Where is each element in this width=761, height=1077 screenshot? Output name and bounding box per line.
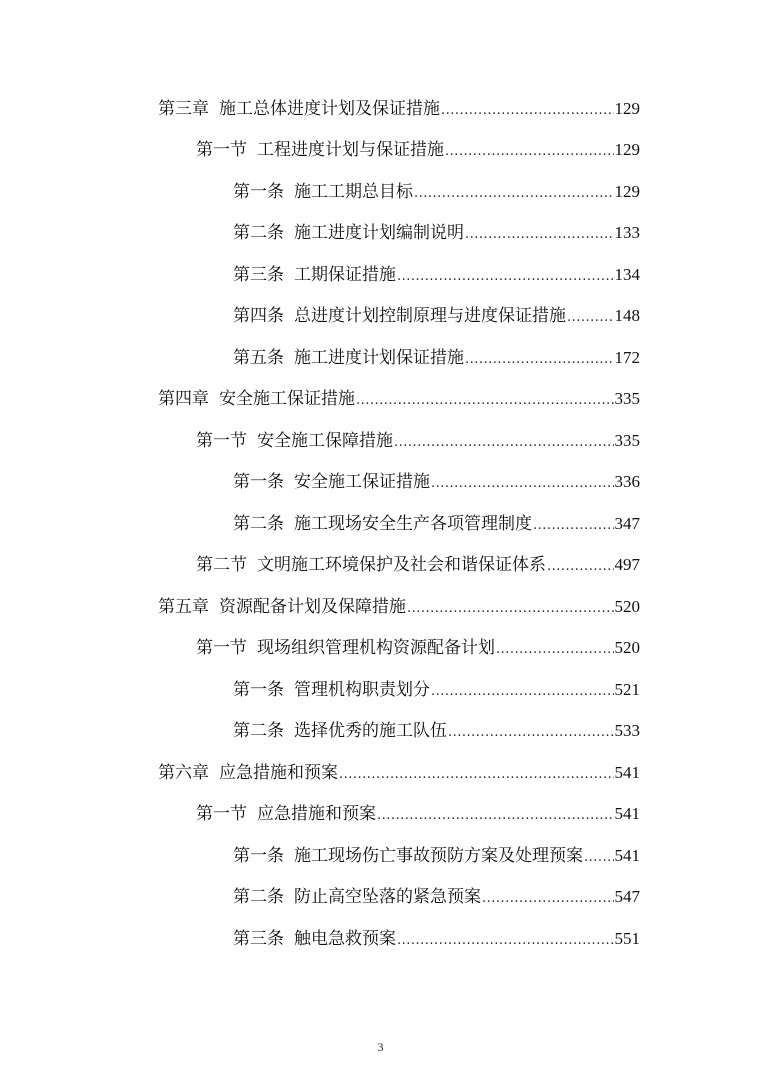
toc-dot-leader: [448, 720, 614, 742]
toc-entry-title: 管理机构职责划分: [294, 679, 430, 700]
toc-entry-number: 第二条: [233, 513, 284, 534]
toc-entry[interactable]: [0, 628, 640, 670]
toc-dot-leader: [339, 762, 614, 784]
toc-entry-page: 533: [614, 721, 640, 741]
toc-entry-page: 129: [614, 98, 640, 118]
toc-entry-page: 541: [614, 804, 640, 824]
toc-entry-title: 安全施工保证措施: [219, 389, 355, 410]
toc-entry[interactable]: [0, 130, 640, 172]
toc-entry-page: 520: [614, 638, 640, 658]
toc-entry-number: 第二条: [233, 223, 284, 244]
toc-entry-page: 129: [614, 181, 640, 201]
toc-dot-leader: [547, 554, 614, 576]
toc-entry-number: 第三条: [233, 264, 284, 285]
toc-entry-number: 第五章: [158, 596, 209, 617]
toc-entry-page: 497: [614, 555, 640, 575]
toc-dot-leader: [397, 928, 614, 950]
toc-entry-number: 第二节: [196, 555, 247, 576]
toc-entry-page: 172: [614, 347, 640, 367]
toc-entry-title: 施工工期总目标: [294, 181, 413, 202]
toc-entry-page: 129: [614, 140, 640, 160]
toc-entry-number: 第三条: [233, 928, 284, 949]
toc-entry[interactable]: [0, 586, 640, 628]
toc-entry-title: 文明施工环境保护及社会和谐保证体系: [257, 555, 546, 576]
toc-dot-leader: [533, 513, 614, 535]
toc-entry-number: 第四章: [158, 389, 209, 410]
toc-entry-title: 现场组织管理机构资源配备计划: [257, 638, 495, 659]
toc-entry-page: 133: [614, 223, 640, 243]
toc-entry-page: 336: [614, 472, 640, 492]
toc-entry[interactable]: [0, 88, 640, 130]
toc-entry[interactable]: [0, 835, 640, 877]
toc-entry[interactable]: [0, 669, 640, 711]
toc-entry-number: 第六章: [158, 762, 209, 783]
toc-entry-number: 第二条: [233, 887, 284, 908]
toc-dot-leader: [407, 596, 614, 618]
toc-dot-leader: [377, 803, 614, 825]
toc-dot-leader: [465, 222, 614, 244]
toc-entry-title: 施工进度计划编制说明: [294, 223, 464, 244]
toc-entry[interactable]: [0, 420, 640, 462]
toc-dot-leader: [584, 845, 614, 867]
toc-entry-title: 施工总体进度计划及保证措施: [219, 98, 440, 119]
toc-entry-page: 134: [614, 264, 640, 284]
table-of-contents: [0, 88, 761, 960]
toc-entry-page: 347: [614, 513, 640, 533]
toc-entry-title: 防止高空坠落的紧急预案: [294, 887, 481, 908]
toc-entry-number: 第三章: [158, 98, 209, 119]
toc-entry-number: 第一条: [233, 472, 284, 493]
toc-entry-page: 541: [614, 845, 640, 865]
toc-dot-leader: [431, 471, 614, 493]
toc-entry-number: 第一条: [233, 845, 284, 866]
toc-entry[interactable]: [0, 503, 640, 545]
toc-entry-number: 第一节: [196, 804, 247, 825]
toc-entry-title: 工期保证措施: [294, 264, 396, 285]
toc-entry-number: 第一节: [196, 638, 247, 659]
toc-entry-title: 触电急救预案: [294, 928, 396, 949]
page-number: 3: [377, 1040, 384, 1054]
toc-entry[interactable]: [0, 296, 640, 338]
toc-entry-page: 547: [614, 887, 640, 907]
toc-entry-page: 335: [614, 430, 640, 450]
toc-entry[interactable]: [0, 711, 640, 753]
toc-entry-page: 521: [614, 679, 640, 699]
toc-entry[interactable]: [0, 794, 640, 836]
toc-entry-title: 施工进度计划保证措施: [294, 347, 464, 368]
toc-entry-page: 148: [614, 306, 640, 326]
toc-dot-leader: [482, 886, 614, 908]
toc-dot-leader: [441, 98, 614, 120]
toc-entry-title: 应急措施和预案: [257, 804, 376, 825]
toc-entry-page: 520: [614, 596, 640, 616]
toc-entry[interactable]: [0, 462, 640, 504]
toc-dot-leader: [445, 139, 614, 161]
toc-entry-page: 551: [614, 928, 640, 948]
toc-entry-number: 第四条: [233, 306, 284, 327]
toc-entry-title: 施工现场安全生产各项管理制度: [294, 513, 532, 534]
toc-entry-number: 第二条: [233, 721, 284, 742]
toc-dot-leader: [356, 388, 614, 410]
toc-dot-leader: [397, 264, 614, 286]
toc-entry-title: 安全施工保障措施: [257, 430, 393, 451]
toc-entry-title: 总进度计划控制原理与进度保证措施: [294, 306, 566, 327]
toc-dot-leader: [431, 679, 614, 701]
toc-entry[interactable]: [0, 877, 640, 919]
toc-dot-leader: [394, 430, 614, 452]
toc-entry-number: 第一条: [233, 679, 284, 700]
toc-entry[interactable]: [0, 918, 640, 960]
toc-entry-number: 第一节: [196, 430, 247, 451]
toc-dot-leader: [567, 305, 614, 327]
toc-entry[interactable]: [0, 379, 640, 421]
toc-entry[interactable]: [0, 752, 640, 794]
toc-entry[interactable]: [0, 337, 640, 379]
toc-entry-title: 应急措施和预案: [219, 762, 338, 783]
toc-entry-number: 第五条: [233, 347, 284, 368]
toc-entry-number: 第一条: [233, 181, 284, 202]
toc-entry[interactable]: [0, 171, 640, 213]
toc-entry-page: 335: [614, 389, 640, 409]
toc-dot-leader: [496, 637, 614, 659]
toc-dot-leader: [414, 181, 614, 203]
toc-entry-page: 541: [614, 762, 640, 782]
toc-entry[interactable]: [0, 254, 640, 296]
toc-entry-title: 工程进度计划与保证措施: [257, 140, 444, 161]
toc-entry-title: 施工现场伤亡事故预防方案及处理预案: [294, 845, 583, 866]
toc-entry[interactable]: [0, 545, 640, 587]
toc-entry-title: 选择优秀的施工队伍: [294, 721, 447, 742]
toc-entry[interactable]: [0, 213, 640, 255]
toc-entry-title: 资源配备计划及保障措施: [219, 596, 406, 617]
toc-entry-title: 安全施工保证措施: [294, 472, 430, 493]
toc-entry-number: 第一节: [196, 140, 247, 161]
toc-dot-leader: [465, 347, 614, 369]
